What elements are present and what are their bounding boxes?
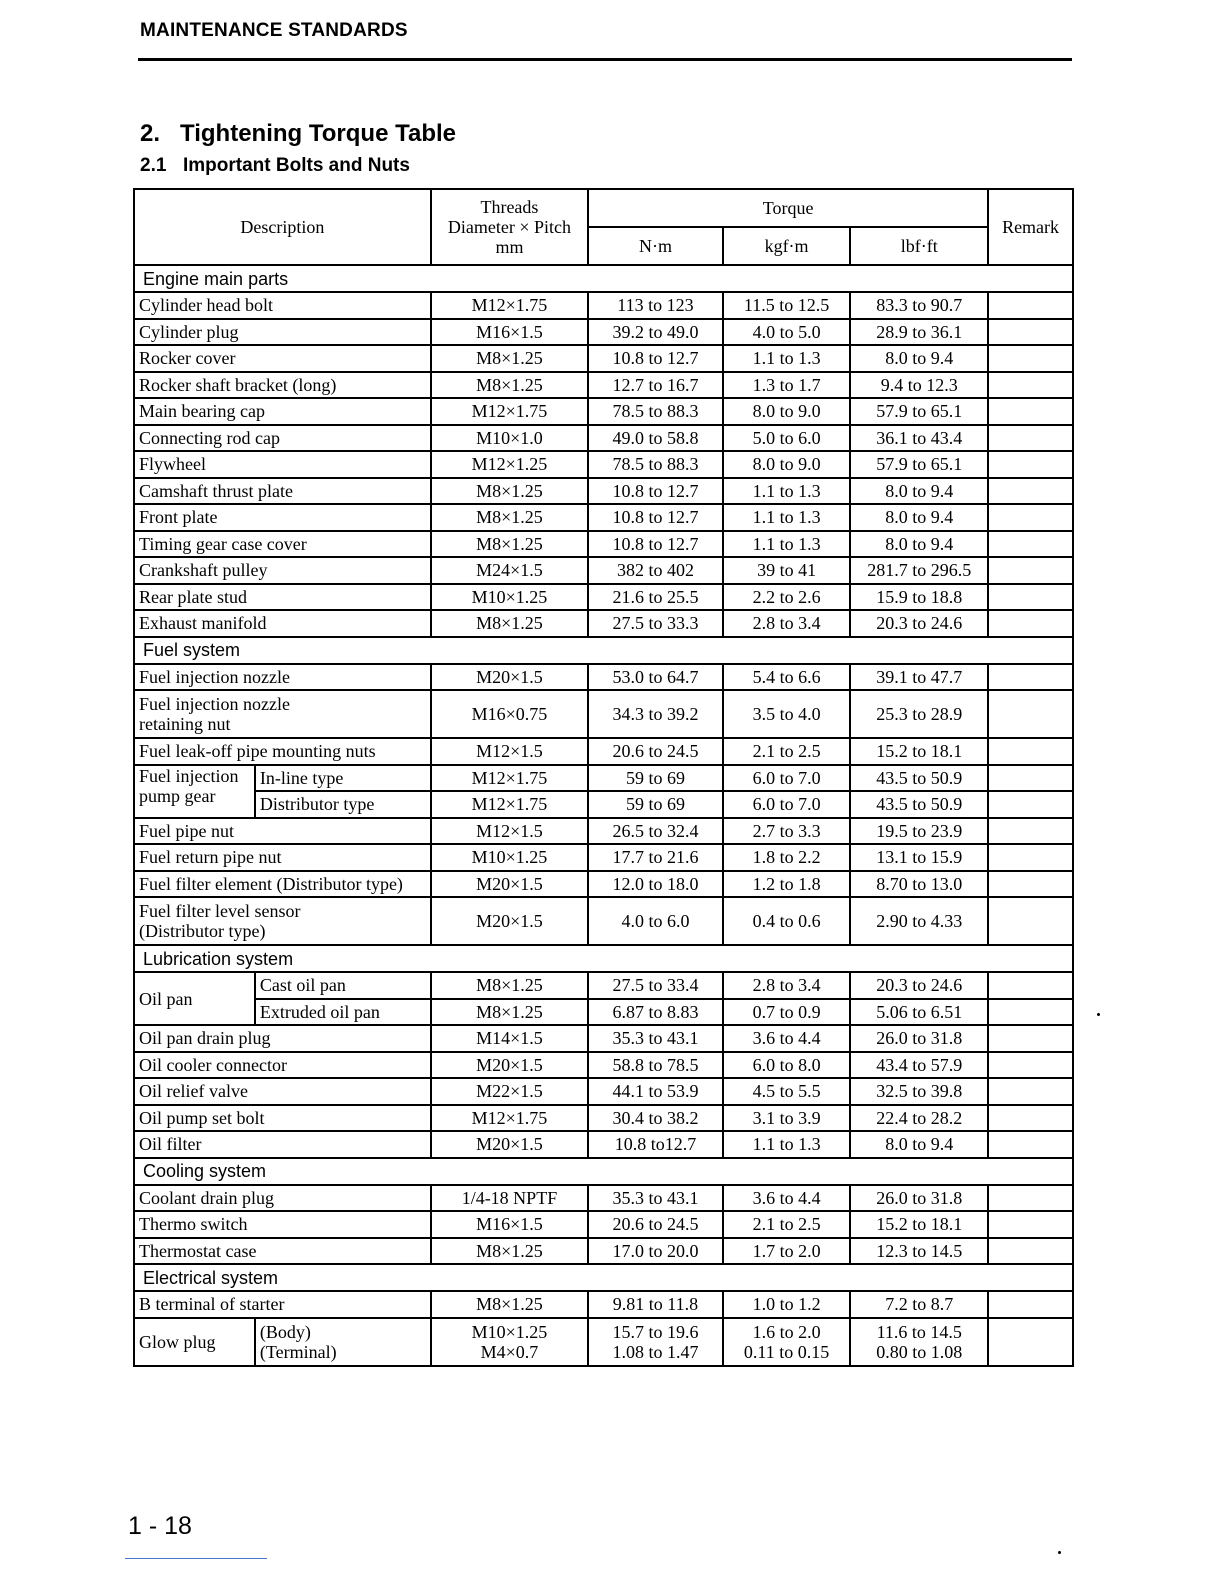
table-row (134, 398, 1073, 425)
table-row (134, 1211, 1073, 1238)
table-row (134, 1078, 1073, 1105)
cell-kgfm: 2.2 to 2.6 (723, 584, 851, 611)
group-label-line: pump gear (139, 785, 216, 806)
cell-nm: 10.8 to 12.7 (588, 504, 723, 531)
value-line: 1.6 to 2.0 (752, 1321, 821, 1342)
cell-nm: 4.0 to 6.0 (588, 897, 723, 945)
cell-nm: 78.5 to 88.3 (588, 451, 723, 478)
cell-remark (988, 738, 1073, 765)
value-line: 1.08 to 1.47 (612, 1341, 699, 1362)
cell-kgfm: 0.7 to 0.9 (723, 999, 851, 1026)
cell-kgfm: 1.1 to 1.3 (723, 478, 851, 505)
cell-desc: B terminal of starter (134, 1291, 431, 1318)
cell-thread: M12×1.75 (431, 1105, 588, 1132)
threads-line3: mm (495, 237, 524, 257)
cell-nm: 10.8 to12.7 (588, 1131, 723, 1158)
cell-group-label: Glow plug (134, 1318, 255, 1366)
threads-line1: Threads (480, 197, 539, 217)
speck-mark (1097, 1013, 1100, 1016)
value-line: M4×0.7 (480, 1341, 539, 1362)
cell-nm: 12.0 to 18.0 (588, 871, 723, 898)
cell-thread: M10×1.25 (431, 584, 588, 611)
cell-kgfm: 2.8 to 3.4 (723, 610, 851, 637)
cell-kgfm: 4.0 to 5.0 (723, 319, 851, 346)
cell-remark (988, 398, 1073, 425)
section-title: Cooling system (134, 1158, 1073, 1185)
section-row-engine (134, 265, 1073, 292)
table-row (134, 1291, 1073, 1318)
running-header: MAINTENANCE STANDARDS (140, 20, 408, 41)
cell-lbfft: 8.0 to 9.4 (850, 504, 988, 531)
value-line: 0.80 to 1.08 (876, 1341, 963, 1362)
cell-desc: Rocker cover (134, 345, 431, 372)
cell-thread: M8×1.25 (431, 610, 588, 637)
cell-remark (988, 478, 1073, 505)
cell-lbfft: 28.9 to 36.1 (850, 319, 988, 346)
page-number: 1 - 18 (128, 1512, 192, 1540)
table-row (134, 345, 1073, 372)
cell-lbfft: 32.5 to 39.8 (850, 1078, 988, 1105)
desc-line: (Terminal) (259, 1341, 337, 1362)
cell-lbfft: 39.1 to 47.7 (850, 664, 988, 691)
section-heading (140, 120, 456, 148)
table-row (134, 478, 1073, 505)
cell-thread: M12×1.75 (431, 765, 588, 792)
cell-thread: M20×1.5 (431, 871, 588, 898)
cell-remark (988, 1052, 1073, 1079)
cell-desc: Fuel pipe nut (134, 818, 431, 845)
cell-remark (988, 1291, 1073, 1318)
section-row-cooling (134, 1158, 1073, 1185)
cell-kgfm: 4.5 to 5.5 (723, 1078, 851, 1105)
value-line: M10×1.25 (471, 1321, 548, 1342)
cell-lbfft: 5.06 to 6.51 (850, 999, 988, 1026)
cell-nm: 17.0 to 20.0 (588, 1238, 723, 1265)
desc-line: (Body) (259, 1321, 311, 1342)
cell-lbfft: 22.4 to 28.2 (850, 1105, 988, 1132)
cell-nm: 44.1 to 53.9 (588, 1078, 723, 1105)
cell-lbfft: 20.3 to 24.6 (850, 610, 988, 637)
section-row-electrical (134, 1264, 1073, 1291)
cell-thread (431, 1318, 588, 1366)
section-title: Electrical system (134, 1264, 1073, 1291)
cell-lbfft: 57.9 to 65.1 (850, 451, 988, 478)
cell-nm: 6.87 to 8.83 (588, 999, 723, 1026)
cell-kgfm: 39 to 41 (723, 557, 851, 584)
cell-kgfm: 2.1 to 2.5 (723, 1211, 851, 1238)
table-row (134, 1105, 1073, 1132)
table-row (134, 584, 1073, 611)
cell-desc: Oil relief valve (134, 1078, 431, 1105)
cell-nm: 58.8 to 78.5 (588, 1052, 723, 1079)
cell-thread: M12×1.5 (431, 818, 588, 845)
cell-desc: Fuel return pipe nut (134, 844, 431, 871)
cell-thread: M14×1.5 (431, 1025, 588, 1052)
cell-kgfm: 2.8 to 3.4 (723, 972, 851, 999)
cell-kgfm: 6.0 to 8.0 (723, 1052, 851, 1079)
cell-remark (988, 972, 1073, 999)
table-row (134, 999, 1073, 1026)
cell-desc: Coolant drain plug (134, 1185, 431, 1212)
cell-nm: 9.81 to 11.8 (588, 1291, 723, 1318)
cell-thread: M8×1.25 (431, 1291, 588, 1318)
value-line: 0.11 to 0.15 (743, 1341, 830, 1362)
cell-lbfft: 26.0 to 31.8 (850, 1185, 988, 1212)
cell-lbfft: 8.0 to 9.4 (850, 1131, 988, 1158)
cell-kgfm: 1.1 to 1.3 (723, 531, 851, 558)
cell-kgfm: 1.1 to 1.3 (723, 345, 851, 372)
section-title: Tightening Torque Table (180, 120, 456, 147)
cell-desc: Cylinder plug (134, 319, 431, 346)
table-row (134, 897, 1073, 945)
desc-line: (Distributor type) (139, 921, 266, 941)
cell-nm: 382 to 402 (588, 557, 723, 584)
table-row (134, 664, 1073, 691)
cell-kgfm: 1.3 to 1.7 (723, 372, 851, 399)
table-row (134, 292, 1073, 319)
col-header-torque: Torque (588, 189, 988, 227)
cell-nm: 49.0 to 58.8 (588, 425, 723, 452)
cell-desc: Main bearing cap (134, 398, 431, 425)
subsection-heading (140, 155, 410, 177)
cell-nm: 10.8 to 12.7 (588, 345, 723, 372)
cell-nm: 35.3 to 43.1 (588, 1025, 723, 1052)
cell-desc: Oil cooler connector (134, 1052, 431, 1079)
table-row (134, 972, 1073, 999)
cell-lbfft: 15.9 to 18.8 (850, 584, 988, 611)
cell-remark (988, 1185, 1073, 1212)
cell-kgfm: 1.8 to 2.2 (723, 844, 851, 871)
cell-kgfm: 1.7 to 2.0 (723, 1238, 851, 1265)
cell-thread: M20×1.5 (431, 897, 588, 945)
cell-lbfft: 7.2 to 8.7 (850, 1291, 988, 1318)
cell-lbfft: 9.4 to 12.3 (850, 372, 988, 399)
cell-thread: M12×1.75 (431, 398, 588, 425)
table-row (134, 1131, 1073, 1158)
desc-line: retaining nut (139, 714, 231, 734)
cell-lbfft: 12.3 to 14.5 (850, 1238, 988, 1265)
cell-remark (988, 818, 1073, 845)
col-header-kgfm: kgf·m (723, 227, 851, 265)
section-row-lubrication (134, 945, 1073, 972)
cell-lbfft: 8.0 to 9.4 (850, 345, 988, 372)
desc-line: Fuel injection nozzle (139, 694, 290, 714)
cell-lbfft: 43.5 to 50.9 (850, 765, 988, 792)
cell-thread: M16×1.5 (431, 319, 588, 346)
cell-desc: Distributor type (255, 791, 431, 818)
cell-remark (988, 610, 1073, 637)
desc-line: Fuel filter level sensor (139, 901, 301, 921)
cell-kgfm: 0.4 to 0.6 (723, 897, 851, 945)
cell-desc: Fuel filter element (Distributor type) (134, 871, 431, 898)
cell-remark (988, 844, 1073, 871)
cell-desc: Connecting rod cap (134, 425, 431, 452)
table-row (134, 557, 1073, 584)
cell-nm: 10.8 to 12.7 (588, 478, 723, 505)
table-row (134, 738, 1073, 765)
cell-thread: M8×1.25 (431, 478, 588, 505)
table-row (134, 1238, 1073, 1265)
table-row (134, 610, 1073, 637)
cell-nm: 78.5 to 88.3 (588, 398, 723, 425)
table-row (134, 451, 1073, 478)
table-row (134, 504, 1073, 531)
subsection-title: Important Bolts and Nuts (183, 155, 410, 176)
cell-nm: 20.6 to 24.5 (588, 738, 723, 765)
cell-lbfft: 281.7 to 296.5 (850, 557, 988, 584)
cell-kgfm: 1.2 to 1.8 (723, 871, 851, 898)
value-line: 15.7 to 19.6 (612, 1321, 699, 1342)
cell-thread: M12×1.5 (431, 738, 588, 765)
cell-thread: M24×1.5 (431, 557, 588, 584)
cell-remark (988, 871, 1073, 898)
table-row (134, 1185, 1073, 1212)
cell-desc: Flywheel (134, 451, 431, 478)
speck-mark (1058, 1551, 1061, 1554)
cell-desc: Rocker shaft bracket (long) (134, 372, 431, 399)
cell-nm: 20.6 to 24.5 (588, 1211, 723, 1238)
cell-kgfm: 5.4 to 6.6 (723, 664, 851, 691)
cell-remark (988, 765, 1073, 792)
cell-remark (988, 690, 1073, 738)
table-row (134, 425, 1073, 452)
cell-thread: M16×0.75 (431, 690, 588, 738)
cell-group-label: Oil pan (134, 972, 255, 1025)
table-row (134, 1052, 1073, 1079)
cell-lbfft: 8.0 to 9.4 (850, 531, 988, 558)
cell-lbfft: 19.5 to 23.9 (850, 818, 988, 845)
threads-line2: Diameter × Pitch (447, 217, 572, 237)
cell-lbfft: 25.3 to 28.9 (850, 690, 988, 738)
cell-thread: 1/4-18 NPTF (431, 1185, 588, 1212)
cell-thread: M20×1.5 (431, 1052, 588, 1079)
col-header-description: Description (134, 189, 431, 265)
cell-thread: M12×1.75 (431, 292, 588, 319)
cell-thread: M8×1.25 (431, 504, 588, 531)
torque-table (133, 188, 1074, 1367)
cell-remark (988, 451, 1073, 478)
cell-thread: M8×1.25 (431, 372, 588, 399)
cell-lbfft: 8.0 to 9.4 (850, 478, 988, 505)
cell-nm: 27.5 to 33.3 (588, 610, 723, 637)
cell-kgfm: 6.0 to 7.0 (723, 765, 851, 792)
cell-desc: Cylinder head bolt (134, 292, 431, 319)
section-title: Fuel system (134, 637, 1073, 664)
table-row (134, 1025, 1073, 1052)
cell-nm: 53.0 to 64.7 (588, 664, 723, 691)
cell-remark (988, 345, 1073, 372)
group-label-line: Fuel injection (139, 765, 239, 786)
cell-desc: Timing gear case cover (134, 531, 431, 558)
table-row (134, 844, 1073, 871)
cell-nm: 113 to 123 (588, 292, 723, 319)
cell-nm: 30.4 to 38.2 (588, 1105, 723, 1132)
cell-nm (588, 1318, 723, 1366)
col-header-remark: Remark (988, 189, 1073, 265)
cell-remark (988, 531, 1073, 558)
cell-lbfft: 43.5 to 50.9 (850, 791, 988, 818)
cell-desc: In-line type (255, 765, 431, 792)
cell-thread: M12×1.25 (431, 451, 588, 478)
cell-thread: M12×1.75 (431, 791, 588, 818)
cell-thread: M16×1.5 (431, 1211, 588, 1238)
cell-kgfm: 1.0 to 1.2 (723, 1291, 851, 1318)
cell-desc: Extruded oil pan (255, 999, 431, 1026)
cell-desc: Fuel injection nozzle (134, 664, 431, 691)
cell-kgfm: 1.1 to 1.3 (723, 1131, 851, 1158)
cell-remark (988, 292, 1073, 319)
cell-desc: Oil pump set bolt (134, 1105, 431, 1132)
cell-nm: 34.3 to 39.2 (588, 690, 723, 738)
cell-thread: M20×1.5 (431, 1131, 588, 1158)
cell-group-label (134, 765, 255, 818)
cell-remark (988, 425, 1073, 452)
table-row (134, 690, 1073, 738)
section-title: Lubrication system (134, 945, 1073, 972)
cell-desc: Thermo switch (134, 1211, 431, 1238)
cell-lbfft: 13.1 to 15.9 (850, 844, 988, 871)
cell-remark (988, 557, 1073, 584)
cell-thread: M8×1.25 (431, 972, 588, 999)
cell-desc: Oil pan drain plug (134, 1025, 431, 1052)
cell-desc (134, 897, 431, 945)
cell-kgfm: 8.0 to 9.0 (723, 451, 851, 478)
cell-remark (988, 1238, 1073, 1265)
cell-remark (988, 1211, 1073, 1238)
cell-kgfm: 1.1 to 1.3 (723, 504, 851, 531)
cell-kgfm: 2.7 to 3.3 (723, 818, 851, 845)
cell-remark (988, 584, 1073, 611)
cell-remark (988, 897, 1073, 945)
cell-desc: Oil filter (134, 1131, 431, 1158)
table-row (134, 531, 1073, 558)
cell-remark (988, 1078, 1073, 1105)
cell-thread: M8×1.25 (431, 999, 588, 1026)
cell-lbfft: 26.0 to 31.8 (850, 1025, 988, 1052)
value-line: 11.6 to 14.5 (876, 1321, 962, 1342)
cell-thread: M10×1.0 (431, 425, 588, 452)
cell-desc: Camshaft thrust plate (134, 478, 431, 505)
cell-desc: Cast oil pan (255, 972, 431, 999)
cell-lbfft: 57.9 to 65.1 (850, 398, 988, 425)
cell-thread: M8×1.25 (431, 1238, 588, 1265)
table-row (134, 765, 1073, 792)
header-rule (138, 58, 1072, 61)
cell-nm: 27.5 to 33.4 (588, 972, 723, 999)
cell-kgfm: 8.0 to 9.0 (723, 398, 851, 425)
cell-nm: 26.5 to 32.4 (588, 818, 723, 845)
cell-lbfft: 20.3 to 24.6 (850, 972, 988, 999)
cell-lbfft: 15.2 to 18.1 (850, 1211, 988, 1238)
table-row (134, 319, 1073, 346)
table-row (134, 1318, 1073, 1366)
cell-nm: 12.7 to 16.7 (588, 372, 723, 399)
table-row (134, 791, 1073, 818)
cell-nm: 39.2 to 49.0 (588, 319, 723, 346)
cell-remark (988, 372, 1073, 399)
table-row (134, 818, 1073, 845)
cell-desc: Thermostat case (134, 1238, 431, 1265)
table-header-row (134, 189, 1073, 227)
cell-remark (988, 791, 1073, 818)
cell-remark (988, 1131, 1073, 1158)
cell-remark (988, 999, 1073, 1026)
cell-lbfft: 8.70 to 13.0 (850, 871, 988, 898)
cell-desc (134, 690, 431, 738)
cell-remark (988, 1105, 1073, 1132)
cell-desc: Front plate (134, 504, 431, 531)
cell-kgfm: 3.6 to 4.4 (723, 1185, 851, 1212)
cell-kgfm: 3.1 to 3.9 (723, 1105, 851, 1132)
cell-kgfm: 6.0 to 7.0 (723, 791, 851, 818)
cell-desc: Exhaust manifold (134, 610, 431, 637)
cell-thread: M22×1.5 (431, 1078, 588, 1105)
col-header-nm: N·m (588, 227, 723, 265)
cell-lbfft: 36.1 to 43.4 (850, 425, 988, 452)
cell-desc: Crankshaft pulley (134, 557, 431, 584)
cell-thread: M20×1.5 (431, 664, 588, 691)
cell-lbfft: 83.3 to 90.7 (850, 292, 988, 319)
table-row (134, 372, 1073, 399)
cell-remark (988, 1318, 1073, 1366)
cell-nm: 21.6 to 25.5 (588, 584, 723, 611)
cell-nm: 10.8 to 12.7 (588, 531, 723, 558)
cell-remark (988, 1025, 1073, 1052)
cell-kgfm: 3.5 to 4.0 (723, 690, 851, 738)
cell-lbfft (850, 1318, 988, 1366)
cell-remark (988, 664, 1073, 691)
cell-remark (988, 504, 1073, 531)
table-row (134, 871, 1073, 898)
cell-desc: Rear plate stud (134, 584, 431, 611)
cell-lbfft: 15.2 to 18.1 (850, 738, 988, 765)
cell-kgfm: 11.5 to 12.5 (723, 292, 851, 319)
cell-kgfm: 3.6 to 4.4 (723, 1025, 851, 1052)
cell-nm: 59 to 69 (588, 791, 723, 818)
section-title: Engine main parts (134, 265, 1073, 292)
col-header-threads (431, 189, 588, 265)
cell-thread: M10×1.25 (431, 844, 588, 871)
cell-desc: Fuel leak-off pipe mounting nuts (134, 738, 431, 765)
section-number: 2. (140, 120, 161, 147)
cell-thread: M8×1.25 (431, 345, 588, 372)
cell-nm: 35.3 to 43.1 (588, 1185, 723, 1212)
cell-lbfft: 2.90 to 4.33 (850, 897, 988, 945)
cell-kgfm: 2.1 to 2.5 (723, 738, 851, 765)
cell-thread: M8×1.25 (431, 531, 588, 558)
subsection-number: 2.1 (140, 155, 167, 176)
cell-kgfm (723, 1318, 851, 1366)
cell-desc (255, 1318, 431, 1366)
cell-nm: 17.7 to 21.6 (588, 844, 723, 871)
col-header-lbfft: lbf·ft (850, 227, 988, 265)
section-row-fuel (134, 637, 1073, 664)
footer-link-line (125, 1558, 267, 1559)
cell-kgfm: 5.0 to 6.0 (723, 425, 851, 452)
cell-remark (988, 319, 1073, 346)
cell-nm: 59 to 69 (588, 765, 723, 792)
cell-lbfft: 43.4 to 57.9 (850, 1052, 988, 1079)
